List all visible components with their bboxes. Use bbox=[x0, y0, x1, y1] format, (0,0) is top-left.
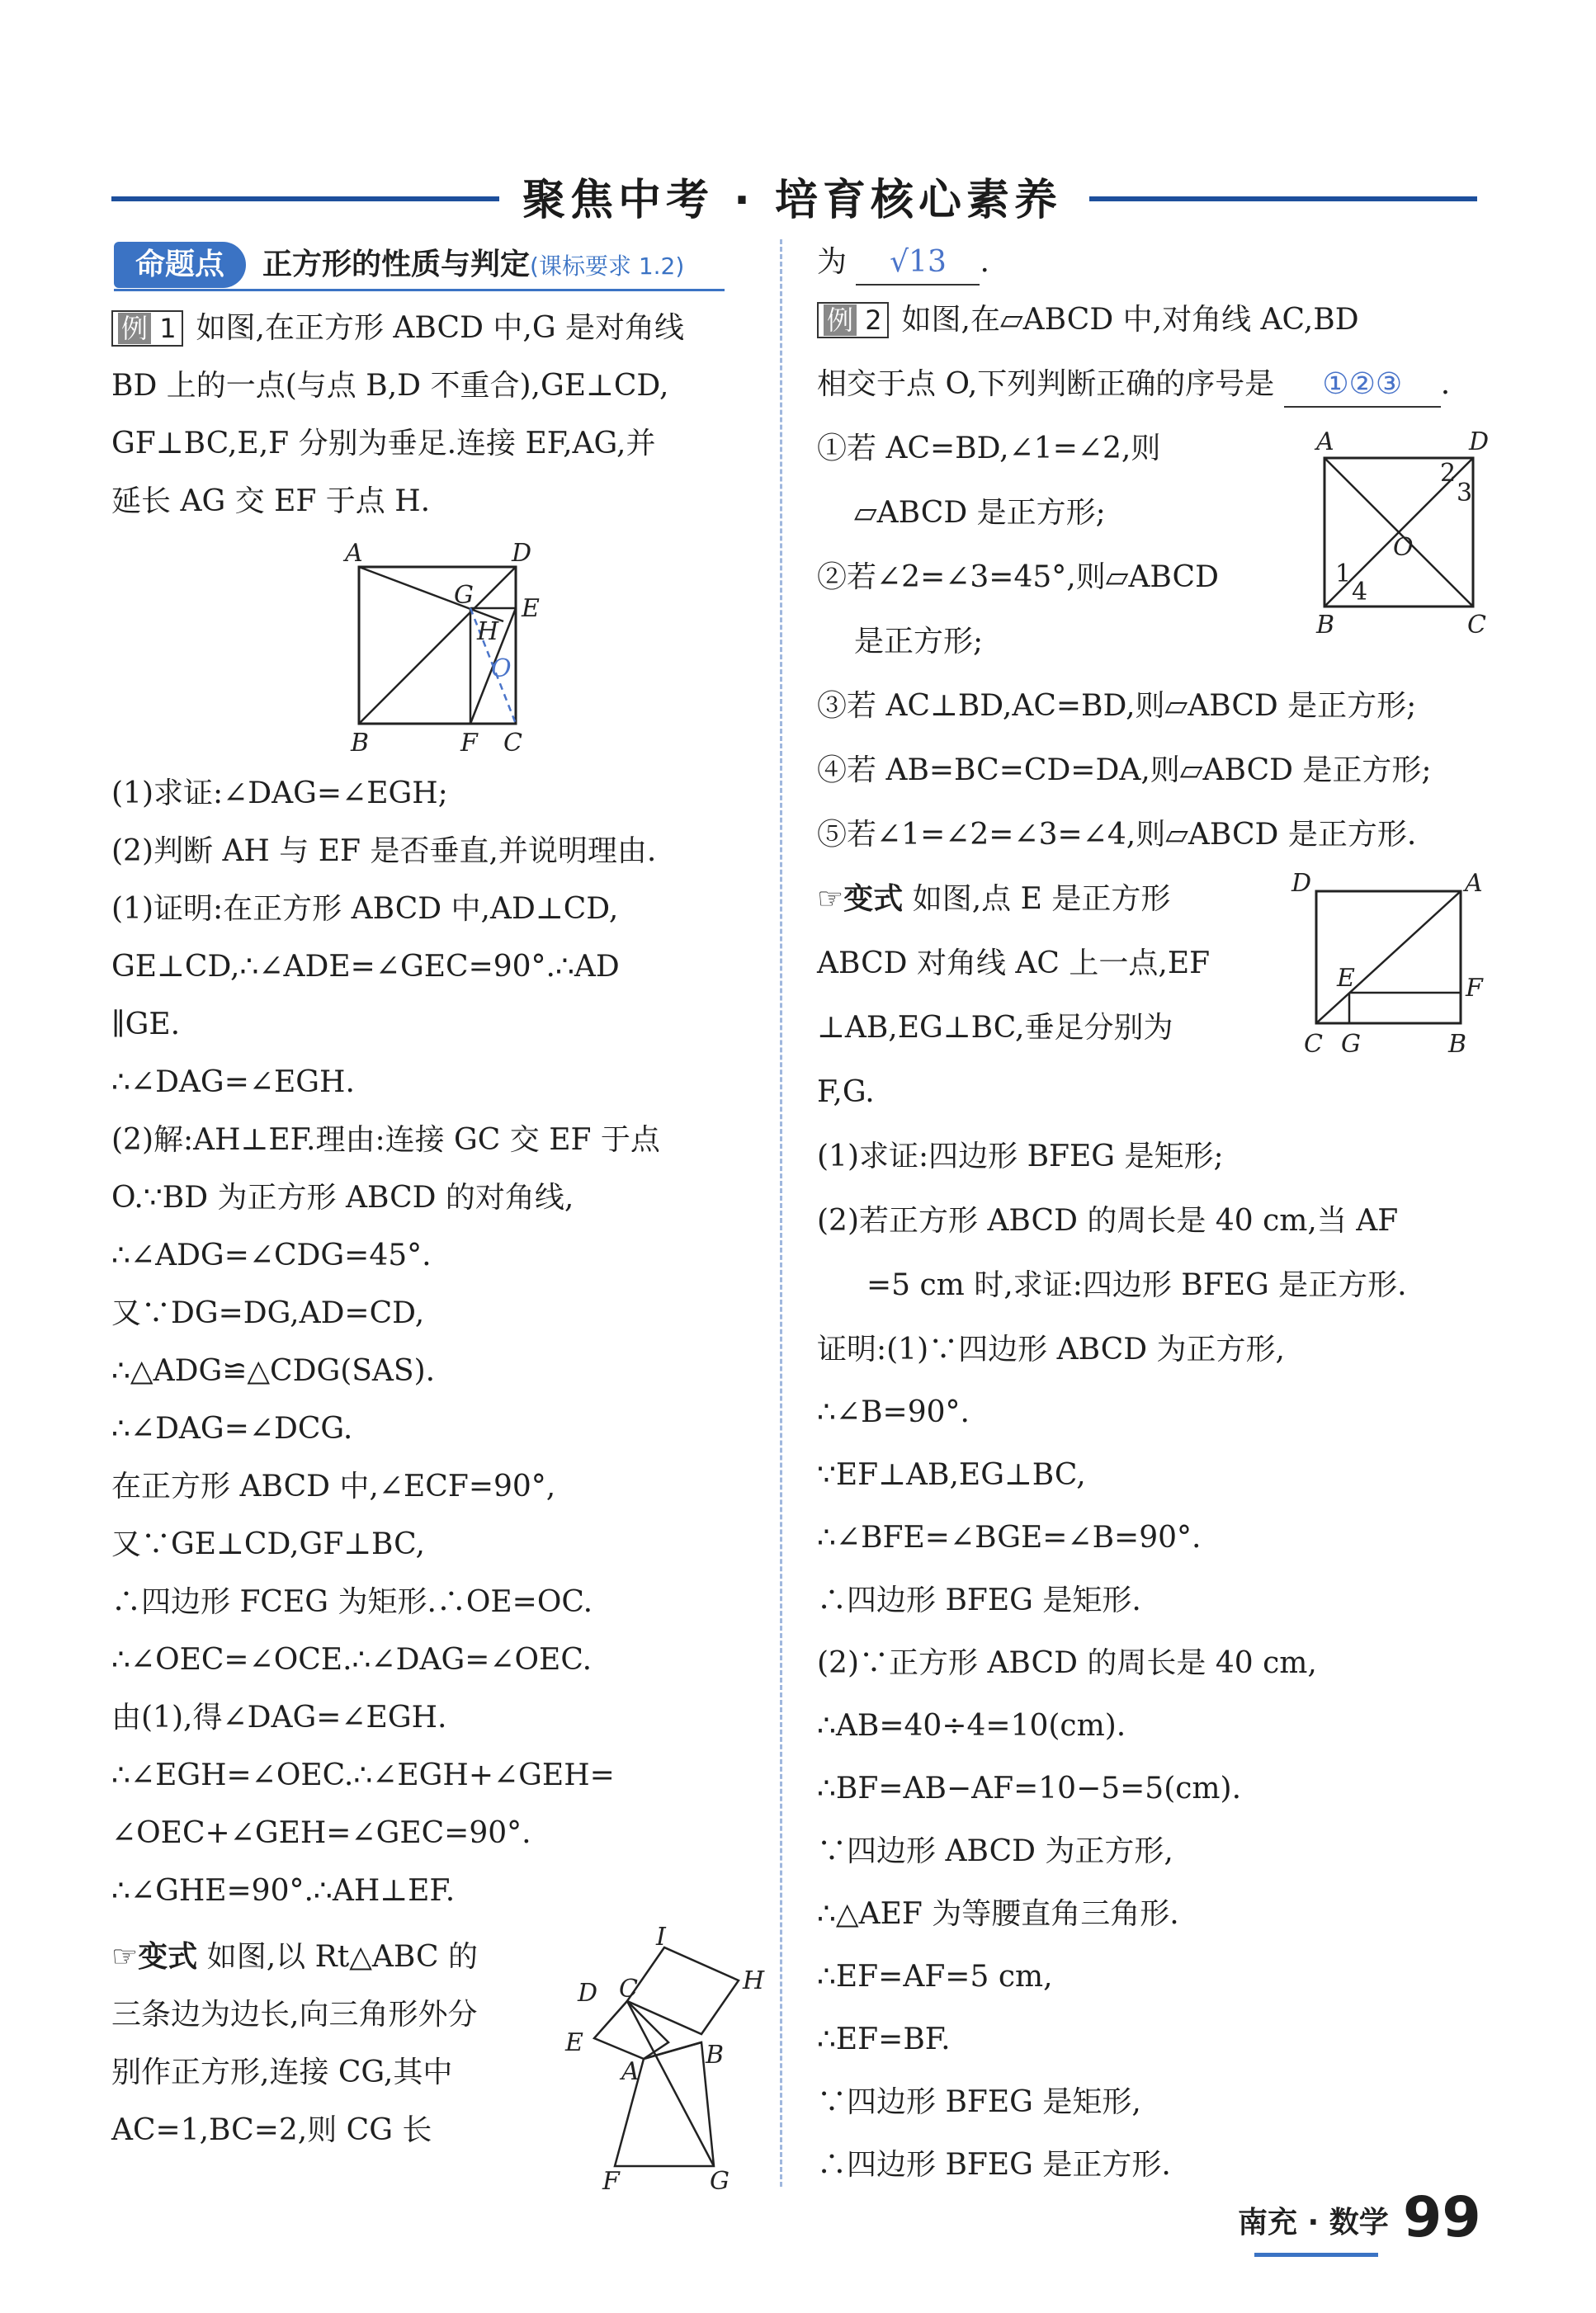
label-c: C bbox=[1304, 1030, 1323, 1059]
label-d: D bbox=[1469, 427, 1490, 456]
variant-2-line-2: ⊥AB,EG⊥BC,垂足分别为 bbox=[817, 1011, 1173, 1045]
variant-2-label: ☞变式 bbox=[817, 882, 904, 916]
variant-1-answer-suffix: . bbox=[980, 245, 989, 279]
label-d: D bbox=[512, 540, 532, 568]
label-b: B bbox=[706, 2041, 725, 2070]
variant-1-answer-line bbox=[817, 241, 989, 286]
example-2-text-0: 如图,在▱ABCD 中,对角线 AC,BD bbox=[901, 303, 1359, 337]
solution-line: ∠OEC+∠GEH=∠GEC=90°. bbox=[111, 1816, 531, 1850]
solution-line: ∴∠ADG=∠CDG=45°. bbox=[111, 1239, 432, 1272]
variant-1-answer: √13 bbox=[856, 241, 980, 286]
label-angle-1: 1 bbox=[1335, 559, 1352, 588]
header-title: 聚焦中考 · 培育核心素养 bbox=[522, 176, 1062, 225]
example-2-num: 2 bbox=[865, 304, 882, 336]
example-2-figure bbox=[1304, 425, 1494, 640]
solution-line: 又∵DG=DG,AD=CD, bbox=[111, 1296, 425, 1330]
label-c: C bbox=[619, 1975, 638, 2004]
label-o: O bbox=[491, 654, 512, 683]
solution-line: ∴四边形 BFEG 是矩形. bbox=[817, 1584, 1141, 1617]
topic-underline bbox=[114, 289, 725, 291]
example-2-answer-suffix: . bbox=[1440, 367, 1451, 401]
example-2-option: 是正方形; bbox=[854, 625, 984, 658]
variant-1-line-2: 别作正方形,连接 CG,其中 bbox=[111, 2056, 453, 2089]
solution-line: 又∵GE⊥CD,GF⊥BC, bbox=[111, 1527, 425, 1561]
label-angle-2: 2 bbox=[1440, 459, 1457, 488]
solution-line: (2)∵正方形 ABCD 的周长是 40 cm, bbox=[817, 1646, 1317, 1680]
label-f: F bbox=[602, 2167, 620, 2191]
footer-rule bbox=[1254, 2253, 1378, 2257]
solution-line: ∴EF=BF. bbox=[817, 2023, 951, 2056]
solution-line: ∴∠OEC=∠OCE.∴∠DAG=∠OEC. bbox=[111, 1643, 593, 1677]
example-2-line-0 bbox=[817, 299, 1359, 342]
solution-line: ∴∠B=90°. bbox=[817, 1395, 970, 1429]
label-c: C bbox=[503, 729, 522, 758]
example-2-label: 例 bbox=[824, 304, 857, 336]
example-2-option: ③若 AC⊥BD,AC=BD,则▱ABCD 是正方形; bbox=[817, 689, 1417, 723]
example-1-text-0: 如图,在正方形 ABCD 中,G 是对角线 bbox=[196, 311, 685, 345]
example-1-badge bbox=[111, 310, 183, 347]
example-2-line-1 bbox=[817, 363, 1450, 408]
example-1-line-2: GF⊥BC,E,F 分别为垂足.连接 EF,AG,并 bbox=[111, 427, 656, 460]
solution-line: (1)证明:在正方形 ABCD 中,AD⊥CD, bbox=[111, 892, 619, 926]
label-o: O bbox=[1393, 533, 1414, 562]
example-1-line-1: BD 上的一点(与点 B,D 不重合),GE⊥CD, bbox=[111, 369, 669, 403]
footer-label: 南充 · 数学 bbox=[1238, 2206, 1389, 2240]
solution-line: ∴∠DAG=∠DCG. bbox=[111, 1412, 353, 1446]
variant-2-text-0: 如图,点 E 是正方形 bbox=[912, 882, 1171, 916]
topic-title bbox=[262, 242, 684, 290]
segment-ah bbox=[359, 567, 503, 621]
example-1-line-3: 延长 AG 交 EF 于点 H. bbox=[111, 484, 431, 518]
square-on-bc bbox=[627, 1947, 739, 2034]
solution-line: GE⊥CD,∴∠ADE=∠GEC=90°.∴AD bbox=[111, 950, 620, 984]
variant-2-line-0 bbox=[817, 878, 1170, 921]
example-2-option: ④若 AB=BC=CD=DA,则▱ABCD 是正方形; bbox=[817, 753, 1432, 787]
label-g: G bbox=[454, 581, 474, 610]
solution-line: 证明:(1)∵四边形 ABCD 为正方形, bbox=[817, 1333, 1285, 1367]
label-g: G bbox=[710, 2167, 730, 2191]
label-a: A bbox=[1316, 427, 1334, 456]
solution-line: ∴△AEF 为等腰直角三角形. bbox=[817, 1897, 1179, 1931]
topic-badge: 命题点 bbox=[114, 242, 246, 288]
label-a: A bbox=[621, 2057, 640, 2086]
variant-2-question-2-cont: =5 cm 时,求证:四边形 BFEG 是正方形. bbox=[866, 1268, 1407, 1302]
variant-2-line-3: F,G. bbox=[817, 1075, 875, 1109]
label-h: H bbox=[477, 617, 499, 646]
variant-1-label: ☞变式 bbox=[111, 1940, 198, 1974]
label-angle-4: 4 bbox=[1352, 578, 1368, 607]
solution-line: ∴△ADG≌△CDG(SAS). bbox=[111, 1354, 436, 1388]
solution-line: ∴∠BFE=∠BGE=∠B=90°. bbox=[817, 1521, 1202, 1555]
label-f: F bbox=[460, 729, 478, 758]
solution-line: ∴四边形 FCEG 为矩形.∴OE=OC. bbox=[111, 1585, 593, 1619]
label-b: B bbox=[1448, 1030, 1467, 1059]
solution-line: 由(1),得∠DAG=∠EGH. bbox=[111, 1701, 447, 1735]
label-e: E bbox=[565, 2028, 583, 2057]
label-g: G bbox=[1341, 1030, 1361, 1059]
solution-line: ∥GE. bbox=[111, 1008, 181, 1041]
page-number: 99 bbox=[1403, 2185, 1481, 2250]
solution-line: ∵EF⊥AB,EG⊥BC, bbox=[817, 1458, 1086, 1492]
variant-2-figure bbox=[1287, 866, 1494, 1060]
example-1-line-0 bbox=[111, 307, 684, 350]
label-d: D bbox=[578, 1979, 598, 2008]
solution-line: ∴∠DAG=∠EGH. bbox=[111, 1065, 355, 1099]
segment-cg bbox=[627, 2001, 714, 2166]
label-d: D bbox=[1291, 869, 1312, 898]
variant-1-figure bbox=[549, 1927, 767, 2191]
label-h: H bbox=[743, 1966, 765, 1995]
example-2-option: ⑤若∠1=∠2=∠3=∠4,则▱ABCD 是正方形. bbox=[817, 818, 1417, 852]
example-2-badge bbox=[817, 302, 889, 338]
variant-1-line-1: 三条边为边长,向三角形外分 bbox=[111, 1998, 478, 2032]
example-1-question-1: (1)求证:∠DAG=∠EGH; bbox=[111, 777, 448, 810]
topic-requirement: (课标要求 1.2) bbox=[530, 253, 685, 280]
label-a: A bbox=[345, 540, 363, 568]
solution-line: ∵四边形 ABCD 为正方形, bbox=[817, 1834, 1173, 1868]
solution-line: ∴四边形 BFEG 是正方形. bbox=[817, 2148, 1171, 2182]
variant-1-answer-prefix: 为 bbox=[817, 245, 848, 279]
label-c: C bbox=[1467, 611, 1486, 640]
example-1-question-2: (2)判断 AH 与 EF 是否垂直,并说明理由. bbox=[111, 834, 657, 868]
variant-1-line-3: AC=1,BC=2,则 CG 长 bbox=[111, 2113, 432, 2147]
solution-line: ∴BF=AB−AF=10−5=5(cm). bbox=[817, 1772, 1242, 1806]
label-angle-3: 3 bbox=[1457, 479, 1473, 507]
label-f: F bbox=[1466, 974, 1483, 1003]
column-divider bbox=[780, 239, 782, 2187]
example-2-text-1: 相交于点 O,下列判断正确的序号是 bbox=[817, 367, 1275, 401]
solution-line: 在正方形 ABCD 中,∠ECF=90°, bbox=[111, 1470, 556, 1503]
variant-2-question-1: (1)求证:四边形 BFEG 是矩形; bbox=[817, 1140, 1224, 1173]
variant-2-line-1: ABCD 对角线 AC 上一点,EF bbox=[817, 946, 1211, 980]
example-1-label: 例 bbox=[118, 313, 151, 344]
variant-1-text-0: 如图,以 Rt△ABC 的 bbox=[206, 1940, 478, 1974]
solution-line: O.∵BD 为正方形 ABCD 的对角线, bbox=[111, 1181, 574, 1215]
solution-line: ∴EF=AF=5 cm, bbox=[817, 1960, 1053, 1994]
solution-line: ∴AB=40÷4=10(cm). bbox=[817, 1709, 1126, 1743]
label-b: B bbox=[1316, 611, 1335, 640]
label-a: A bbox=[1465, 869, 1483, 898]
example-1-num: 1 bbox=[159, 313, 177, 344]
header-rule-right bbox=[1089, 196, 1477, 201]
variant-1-line-0 bbox=[111, 1936, 478, 1979]
example-2-option: ▱ABCD 是正方形; bbox=[854, 496, 1106, 530]
label-e: E bbox=[1337, 964, 1355, 993]
topic-title-text: 正方形的性质与判定 bbox=[262, 248, 531, 281]
solution-line: ∴∠EGH=∠OEC.∴∠EGH+∠GEH= bbox=[111, 1758, 615, 1792]
label-b: B bbox=[351, 729, 370, 758]
example-2-option: ①若 AC=BD,∠1=∠2,则 bbox=[817, 432, 1161, 465]
variant-2-question-2: (2)若正方形 ABCD 的周长是 40 cm,当 AF bbox=[817, 1204, 1399, 1238]
solution-line: ∵四边形 BFEG 是矩形, bbox=[817, 2085, 1141, 2119]
solution-line: ∴∠GHE=90°.∴AH⊥EF. bbox=[111, 1874, 456, 1908]
example-2-answer: ①②③ bbox=[1284, 363, 1441, 408]
label-e: E bbox=[522, 594, 540, 623]
label-i: I bbox=[656, 1927, 666, 1952]
example-2-option: ②若∠2=∠3=45°,则▱ABCD bbox=[817, 560, 1219, 594]
header-rule-left bbox=[111, 196, 499, 201]
example-1-figure bbox=[338, 540, 553, 763]
diagonal-ac bbox=[1316, 891, 1461, 1023]
solution-line: (2)解:AH⊥EF.理由:连接 GC 交 EF 于点 bbox=[111, 1123, 660, 1157]
